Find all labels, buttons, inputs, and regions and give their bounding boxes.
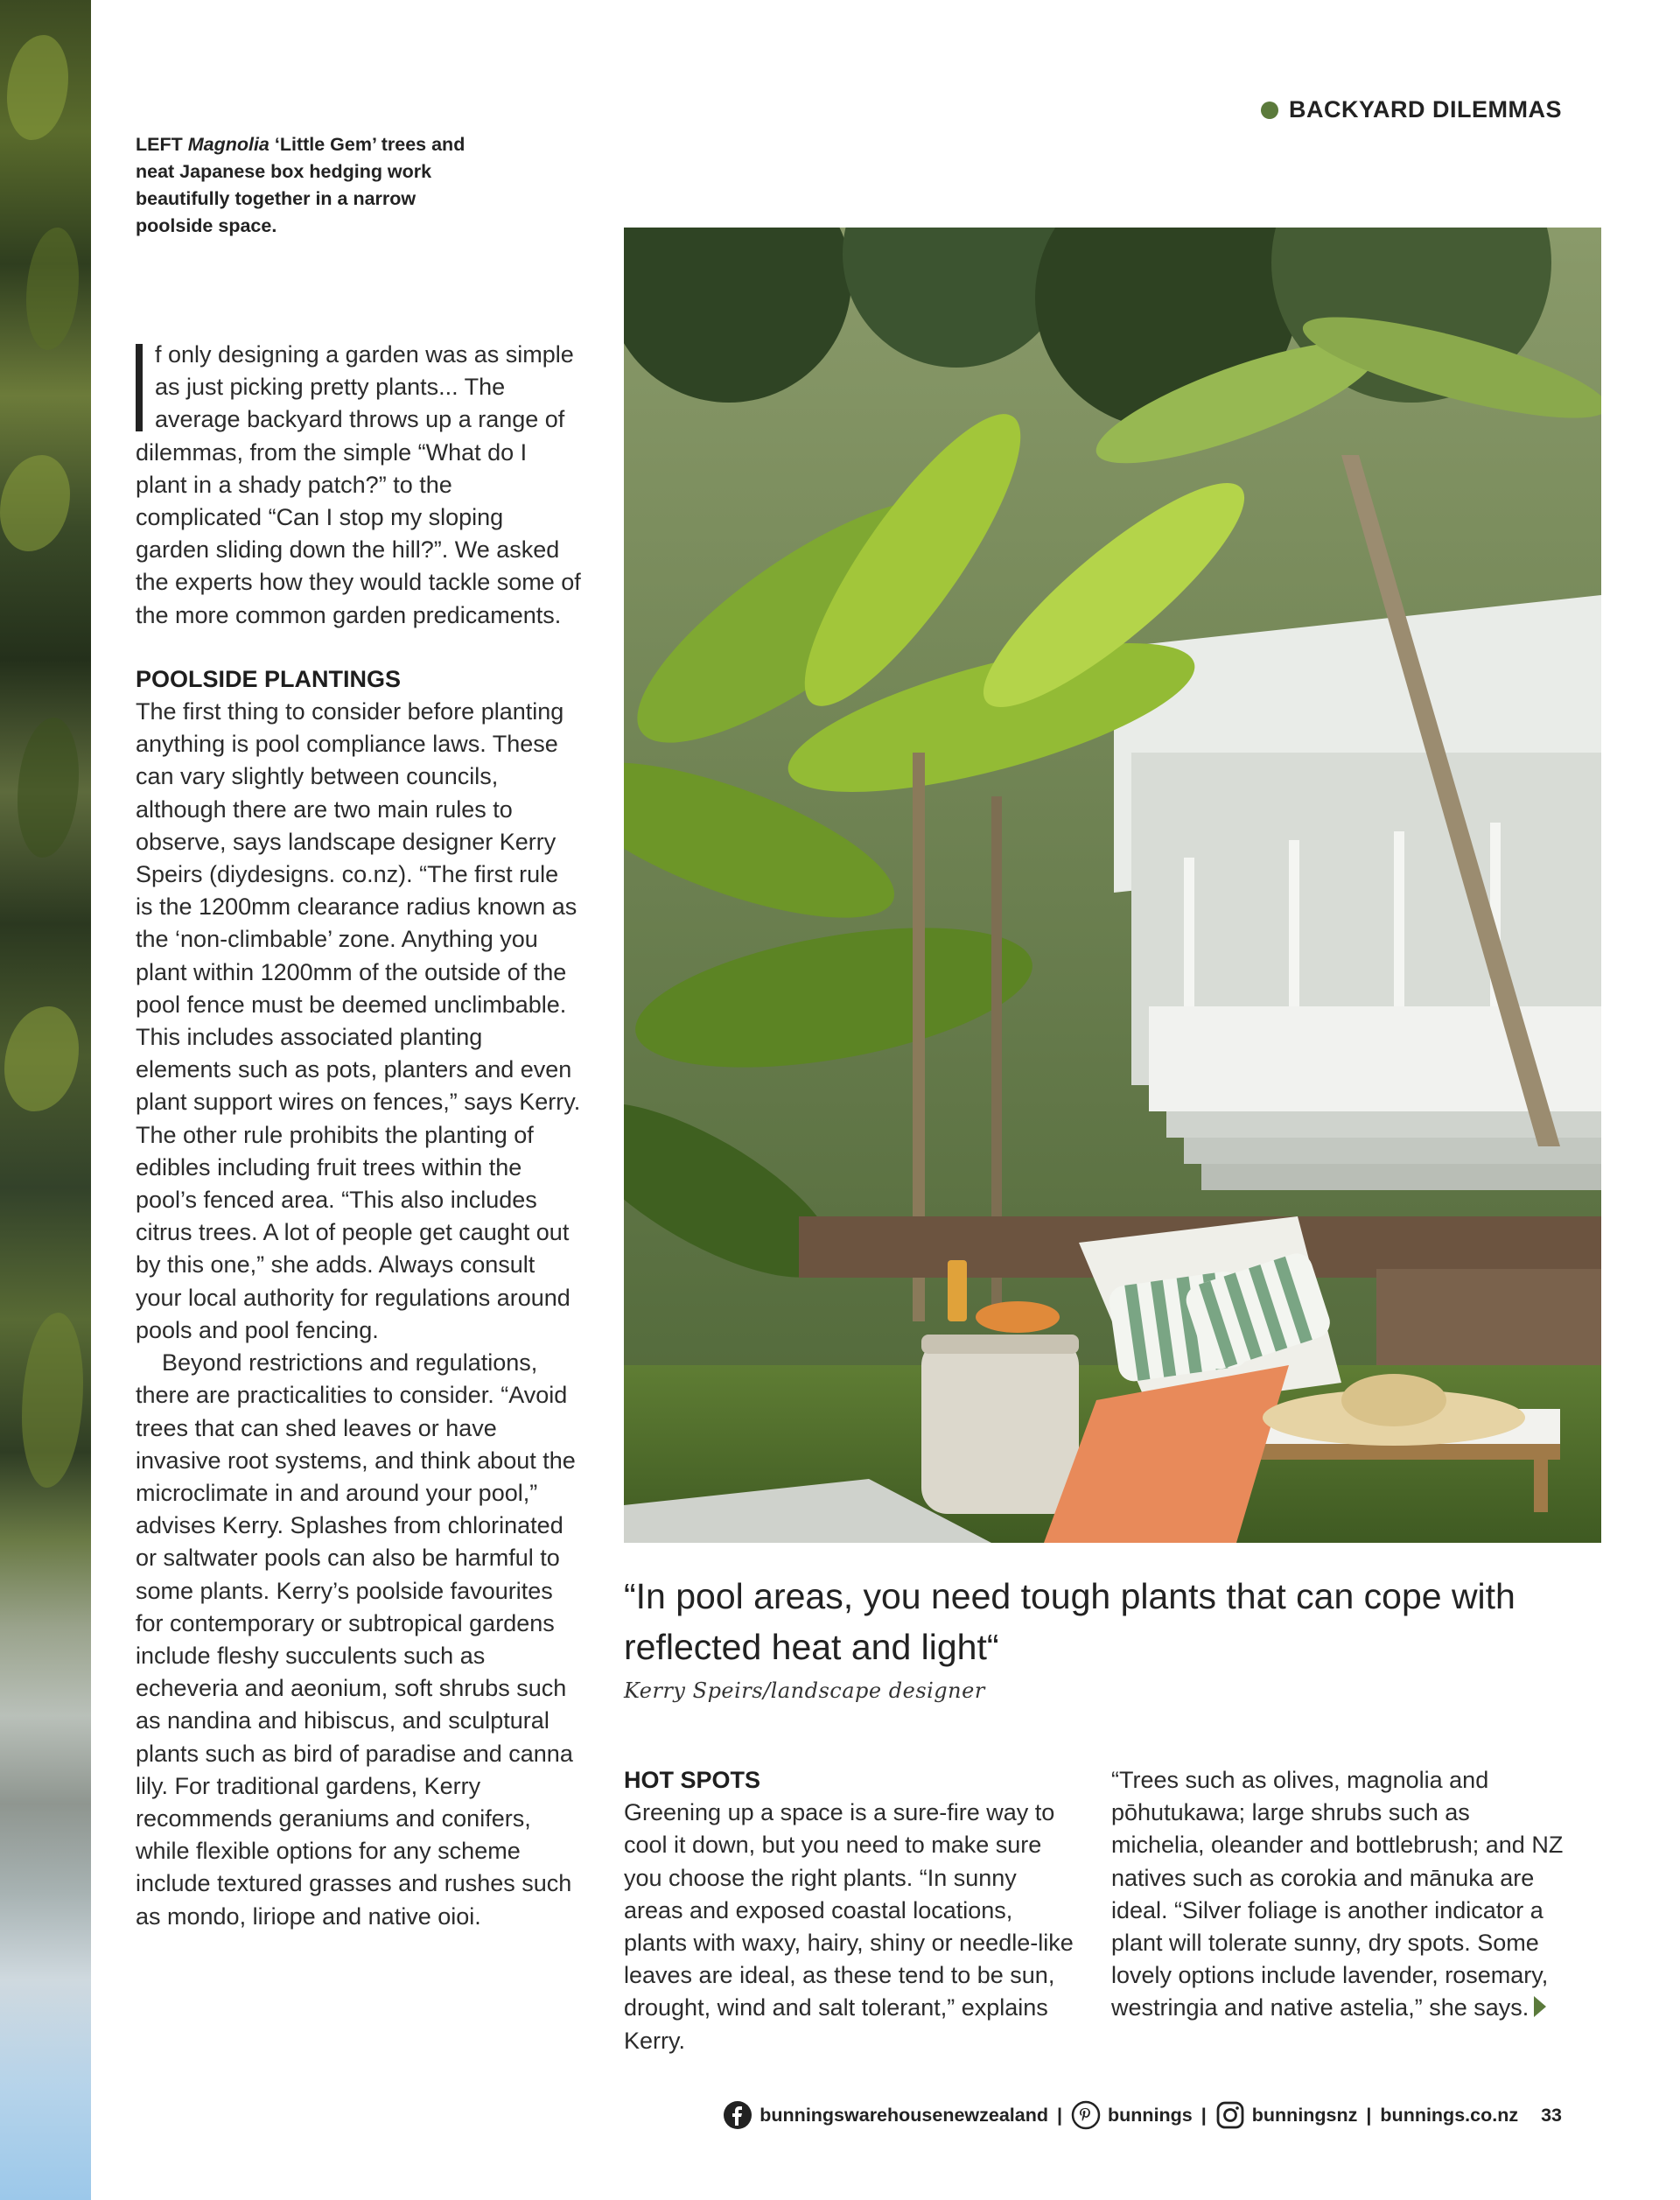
hotspots-paragraph-2-text: “Trees such as olives, magnolia and pōhutukawa; large shrubs such as michelia, oleander and bottlebrush; and NZ natives such as corokia and mānuka are ideal. “Silver foliage is another indicator a plant will tolerate sunny, dry spots. Some lovely options include lavender, rosemary, westringia and native astelia,” she says. (1111, 1767, 1564, 2021)
pull-quote-attribution: Kerry Speirs/landscape designer (624, 1678, 985, 1703)
photo-caption (136, 131, 477, 240)
instagram-handle[interactable]: bunningsnz (1251, 2104, 1358, 2126)
pinterest-handle[interactable]: bunnings (1108, 2104, 1193, 2126)
pool-garden-photo (624, 228, 1601, 1543)
poolside-paragraph-2: Beyond restrictions and regulations, there are practicalities to consider. “Avoid trees that can shed leaves or have invasive root systems, and think about the microclimate in and around your pool,” advises Kerry. Splashes from chlorinated or saltwater pools can also be harmful to some plants. Kerry’s poolside favourites for contemporary or subtropical gardens include fleshy succulents such as echeveria and aeonium, soft shrubs such as nandina and hibiscus, and sculptural plants such as bird of paradise and canna lily. For traditional gardens, Kerry recommends geraniums and conifers, while flexible options for any scheme include textured grasses and rushes such as mondo, liriope and native oioi. (136, 1349, 576, 1930)
article-column-1 (136, 339, 582, 1933)
article-column-2 (624, 1764, 1079, 2057)
poolside-heading: POOLSIDE PLANTINGS (136, 665, 402, 692)
article-column-3 (1111, 1764, 1566, 2025)
footer-separator: | (1057, 2104, 1063, 2126)
footer-separator: | (1366, 2104, 1372, 2126)
left-photo-edge (0, 0, 91, 2200)
section-dot-icon (1261, 102, 1278, 119)
hotspots-paragraph-2 (1111, 1764, 1566, 2025)
footer-separator: | (1200, 2104, 1207, 2126)
garden-illustration (624, 228, 1601, 1543)
facebook-handle[interactable]: bunningswarehousenewzealand (760, 2104, 1049, 2126)
hotspots-heading: HOT SPOTS (624, 1767, 761, 1793)
caption-prefix: LEFT (136, 134, 188, 155)
pull-quote: “In pool areas, you need tough plants that can cope with reflected heat and light“ (624, 1576, 1516, 1667)
intro-text: f only designing a garden was as simple as just picking pretty plants... The average backyard throws up a range of dilemmas, from the simple “What do I plant in a shady patch?” to the complicated “Can I stop my sloping garden sliding down the hill?”. We asked the experts how they would tackle some of the more common garden predicaments. (136, 341, 581, 628)
caption-plant-name: Magnolia (187, 134, 270, 155)
intro-paragraph (136, 339, 582, 632)
hotspots-paragraph-1: Greening up a space is a sure-fire way to cool it down, but you need to make sure you choose the right plants. “In sunny areas and exposed coastal locations, plants with waxy, hairy, shiny or needle-like leaves are ideal, as these tend to be sun, drought, wind and salt tolerant,” explains Kerry. (624, 1799, 1074, 2054)
section-tag (1261, 96, 1562, 123)
continue-arrow-icon (1534, 1996, 1546, 2017)
page-number: 33 (1541, 2104, 1562, 2126)
page-footer (723, 2100, 1562, 2130)
section-title: BACKYARD DILEMMAS (1288, 96, 1562, 123)
dropcap-i (136, 344, 143, 431)
instagram-icon[interactable] (1215, 2100, 1245, 2130)
pinterest-icon[interactable] (1071, 2100, 1101, 2130)
poolside-paragraph-1: The first thing to consider before planting anything is pool compliance laws. These can vary slightly between councils, although there are two main rules to observe, says landscape designer Kerry Speirs (diydesigns. co.nz). “The first rule is the 1200mm clearance radius known as the ‘non-climbable’ zone. Anything you plant within 1200mm of the outside of the pool fence must be deemed unclimbable. This includes associated planting elements such as pots, planters and even plant support wires on fences,” says Kerry. The other rule prohibits the planting of edibles including fruit trees within the pool’s fenced area. “This also includes citrus trees. A lot of people get caught out by this one,” she adds. Always consult your local authority for regulations around pools and pool fencing. (136, 698, 581, 1343)
caption-text: ‘Little Gem’ trees and neat Japanese box hedging work beautifully together in a narrow poolside space. (136, 134, 466, 236)
facebook-icon[interactable] (723, 2100, 752, 2130)
website-link[interactable]: bunnings.co.nz (1380, 2104, 1519, 2126)
